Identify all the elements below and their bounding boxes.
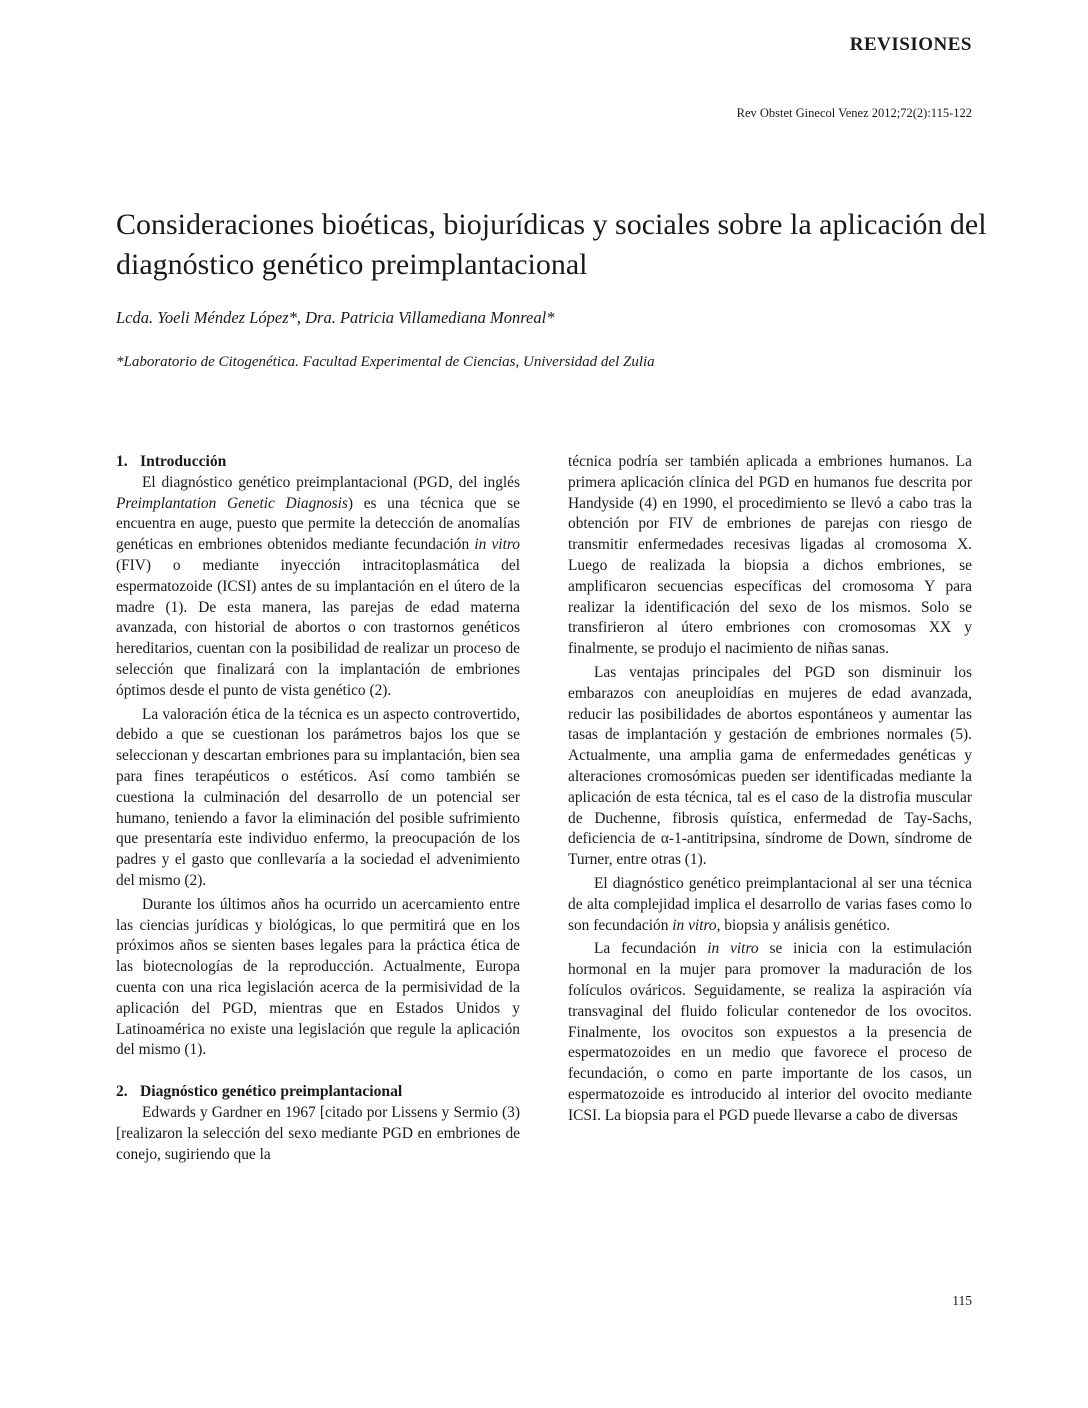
section-number: 1. (116, 453, 128, 470)
paragraph-continued: técnica podría ser también aplicada a embriones humanos. La primera aplicación clínica del PGD en humanos fue descrita por Handyside (4) en 1990, el procedimiento se llevó a cabo tras la obtención por FIV de embriones de parejas con riesgo de transmitir enfermedades recesivas ligadas al cromosoma X. Luego de realizada la biopsia a dichos embriones, se amplificaron secuencias específicas del cromosoma Y para realizar la identificación del sexo de los mismos. Solo se transfirieron al útero embriones con cromosomas XX y finalmente, se produjo el nacimiento de niñas sanas. (568, 453, 972, 658)
section-number: 2. (116, 1083, 128, 1101)
paragraph: Las ventajas principales del PGD son disminuir los embarazos con aneuploidías en mujeres de edad avanzada, reducir las posibilidades de abortos espontáneos y aumentar las tasas de implantación y gestación de embriones normales (5). Actualmente, una amplia gama de enfermedades genéticas y alteraciones cromosómicas pueden ser identificadas mediante la aplicación de esta técnica, tal es el caso de la distrofia muscular de Duchenne, fibrosis quística, enfermedad de Tay-Sachs, deficiencia de α-1-antitripsina, síndrome de Down, síndrome de Turner, entre otras (1). (568, 663, 972, 869)
paragraph: La fecundación in vitro se inicia con la estimulación hormonal en la mujer para promover la maduración de los folículos ováricos. Seguidamente, se realiza la aspiración vía transvaginal del fluido folicular contenedor de los ovocitos. Finalmente, los ovocitos son expuestos a la presencia de espermatozoides en un medio que favorece el proceso de fecundación, o como en parte importante de los casos, un espermatozoide es introducido al interior del ovocito mediante ICSI. La biopsia para el PGD puede llevarse a cabo de diversas (568, 940, 972, 1124)
section-heading-text: Introducción (140, 453, 227, 470)
section-heading-introduccion (116, 452, 520, 473)
section-heading-diagnostico (116, 1082, 520, 1103)
paragraph: La valoración ética de la técnica es un aspecto controvertido, debido a que se cuestionan los parámetros bajos los que se seleccionan y descartan embriones para su implantación, bien sea para fines terapéuticos o estéticos. Así como también se cuestiona la culminación del desarrollo de un potencial ser humano, teniendo a favor la eliminación del posible sufrimiento que presentaría este individuo enfermo, la preocupación de los padres y el gasto que conllevaría a la sociedad el advenimiento del mismo (2). (116, 705, 520, 889)
right-column (568, 452, 972, 1127)
author-affiliation: *Laboratorio de Citogenética. Facultad Experimental de Ciencias, Universidad del Zulia (116, 354, 655, 370)
page-number: 115 (952, 1293, 972, 1308)
journal-citation: Rev Obstet Ginecol Venez 2012;72(2):115-122 (736, 106, 972, 120)
paragraph: Edwards y Gardner en 1967 [citado por Lissens y Sermio (3) [realizaron la selección del sexo mediante PGD en embriones de conejo, sugiriendo que la (116, 1103, 520, 1163)
article-title: Consideraciones bioéticas, biojurídicas y sociales sobre la aplicación del diagnóstico genético preimplantacional (116, 208, 987, 281)
paragraph: El diagnóstico genético preimplantacional al ser una técnica de alta complejidad implica el desarrollo de varias fases como lo son fecundación in vitro, biopsia y análisis genético. (568, 874, 972, 934)
paragraph: Durante los últimos años ha ocurrido un acercamiento entre las ciencias jurídicas y biológicas, lo que permitirá que en los próximos años se sienten bases legales para la práctica ética de las biotecnologías de la reproducción. Actualmente, Europa cuenta con una rica legislación acerca de la permisividad de la aplicación del PGD, mientras que en Estados Unidos y Latinoamérica no existe una legislación que regule la aplicación del mismo (1). (116, 895, 520, 1059)
paragraph: El diagnóstico genético preimplantacional (PGD, del inglés Preimplantation Genetic Diagnosis) es una técnica que se encuentra en auge, puesto que permite la detección de anomalías genéticas en embriones obtenidos mediante fecundación in vitro (FIV) o mediante inyección intracitoplasmática del espermatozoide (ICSI) antes de su implantación en el útero de la madre (1). De esta manera, las parejas de edad materna avanzada, con historial de abortos o con trastornos genéticos hereditarios, cuentan con la posibilidad de realizar un proceso de selección que finalizará con la implantación de embriones óptimos desde el punto de vista genético (2). (116, 473, 520, 699)
section-heading-text: Diagnóstico genético preimplantacional (140, 1083, 403, 1101)
section-label: REVISIONES (849, 34, 972, 55)
left-column (116, 452, 520, 1165)
article-authors: Lcda. Yoeli Méndez López*, Dra. Patricia Villamediana Monreal* (116, 308, 555, 327)
